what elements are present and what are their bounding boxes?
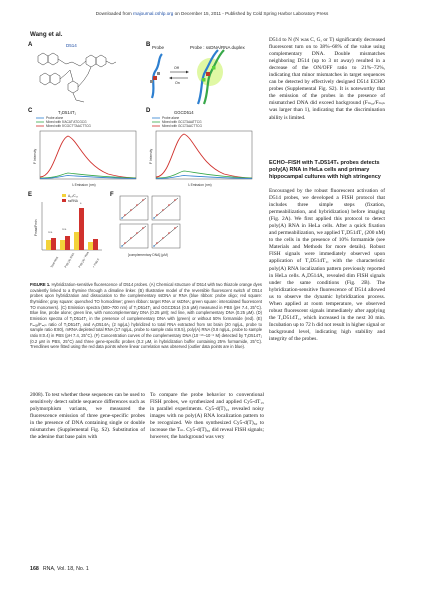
- caption-text: Hybridization-sensitive fluorescence of D514 probes. (A) Chemical structure of D514 with two thiazole orange dyes covalently linked to a thymine through a dimaline linker. (B) Illustrative model of the reversible fluorescent switch of D514 probes upon hybridization and dissociation to the complementary ssDNA or RNA (blue ribbon: probe oligo; red square: thymidine; gray square: quenched TO homodimer; green ribbon: target RNA or ssDNA; green square: intercalated fluorescent TO monomers). (C) Emission spectra (500–700 nm) of T₁D514T₁ and GGCD514 (0.5 μM) measured in PBS (pH 7.4, 25°C). Blue line, probe alone; green line, with noncomplementary DNA (0.25 μM); red line, with complementary DNA (0.25 μM). (D) Emission spectra of T₁D514T₁ in the presence of complementary DNA with (green) or without 50% formamide (red). (E) Fₘₐₓ/Fₘᵢₙ ratio of T₁D514T₁ and A₁D514A₁ (2 ng/μL) hybridized to total RNA extracted from rat brain (20 ng/μL, probe to sample ratio 8:80), mRNA depleted total RNA (17 ng/μL, probe to sample ratio 8:8.5), poly(A) RNA (0.8 ng/μL, probe to sample ratio 8:0.4) in PBS (pH 7.4, 25°C). (F) Concentration curves of the complementary DNA (10⁻¹⁰–10⁻⁶ M) detected by T₁D514T₁ (0.2 μM in PBS, 25°C) and three gene-specific probes (0.2 μM, in hybridization buffer containing 25% formamide, 25°C). Trendlines were fitted using the red data points where linear correlation was observed (outlier data points are in blue).: [30, 282, 262, 350]
- panel-c-title: T₁D514T₁: [58, 110, 76, 115]
- figure-1-graphic: [28, 36, 264, 276]
- panel-e-ns-2: n.s.: [62, 227, 67, 231]
- panel-f-xlabel: [complementary DNA] (μM): [128, 253, 169, 257]
- journal-link[interactable]: rnajournal.cshlp.org: [133, 11, 174, 16]
- probe-strand-off: [150, 54, 162, 98]
- panel-label-b: B: [146, 42, 151, 48]
- panel-label-f: F: [110, 192, 114, 198]
- panel-e-star: *: [80, 201, 82, 206]
- legend-d-1: Mixed with GCCTAAATTCG: [162, 120, 202, 125]
- figure-caption: [30, 282, 262, 350]
- body-text-right-top: D514 to N (N was C, G, or T) significantly decreased fluorescent turn on to 38%–68% of the value using complementary DNA. Double mismatches neighboring D514 (up to 3 nt away) resulted in a decrease of the ON/OFF ratio to 21%–72%, indicating that minor mismatches in target sequences can be detected by effectively designed D514 ECHO probes (Supplemental Fig. S2). It is noteworthy that the emission of the probes in the presence of mismatched DNA did exceed background (Fₘₐₓ/Fₘᵢₙ was larger than 1), indicating that the discrimination ability is limited.: [269, 37, 385, 121]
- panel-e-ylabel: Fmax/Fmin: [34, 219, 38, 236]
- panel-e-cat-4: + Poly A: [91, 257, 101, 269]
- panel-e-ns-1: n.s.: [48, 230, 53, 234]
- download-banner: Downloaded from rnajournal.cshlp.org on December 15, 2011 - Published by Cold Spring Harbor Laboratory Press: [95, 11, 329, 16]
- panel-f-plots: [120, 196, 180, 257]
- panel-e-plot: [34, 201, 102, 269]
- page-footer: [30, 566, 89, 572]
- legend-d-probe: Probe alone: [162, 116, 180, 121]
- panel-e-cat-1: Total RNA: [49, 255, 60, 269]
- duplex-strand-on: [197, 50, 224, 104]
- body-text-right: Encouraged by the robust fluorescent activation of D514 probes, we developed a FISH protocol that includes three simple steps (fixation, permeabilization, and hybridization) before imaging (Fig. 2A). We first applied this protocol to detect poly(A) RNA in HeLa cells. After a quick fixation and permeabilization, we applied T₁D514T₁ (200 nM) to the cells in the presence of 10% formamide (see Materials and Methods for more details). Robust FISH signals were immediately observed upon application of T₁D514T₁, with the characteristic poly(A) RNA localization pattern previously reported in HeLa cells. A₁D514A₁ revealed dim FISH signals under the same conditions (Fig. 2B). The hybridization-sensitive fluorescence of D514 allowed us to observe the dynamic hybridization process. When applied at room temperature, we observed robust fluorescent signals immediately after applying the T₁D514T₁, which increased in the next 30 min. Incubation up to 72 h did not result in higher signal or background level, indicating high stability and integrity of the probes.: [269, 188, 385, 342]
- switch-on-label: On: [175, 81, 180, 85]
- bar-e-2b: [65, 236, 70, 250]
- panel-c-legend: [36, 116, 91, 128]
- page-number: 168: [30, 566, 39, 572]
- panel-e-legend: [62, 194, 79, 203]
- section-heading: ECHO–FISH with T₁D514T₁ probes detects poly(A) RNA in HeLa cells and primary hippocampal cultures with high stringency: [269, 160, 381, 181]
- panel-d-title: GGCD514: [174, 110, 194, 115]
- panel-a-title: D514: [66, 43, 77, 48]
- bar-e-3a: [74, 232, 79, 250]
- caption-label: FIGURE 1.: [30, 282, 51, 287]
- legend-d-2: Mixed with GCCTAACTTCG: [162, 124, 202, 129]
- panel-e-cat-3: Poly (A)⁺ RNA: [77, 250, 90, 269]
- chemical-structure: [38, 53, 116, 102]
- panel-d-xlabel: λ Emission (nm): [188, 183, 212, 187]
- panel-label-d: D: [146, 108, 151, 114]
- legend-c-noncomp: Mixed with 5'ACAT'ATCGCG: [46, 120, 87, 125]
- bar-e-4b: [93, 239, 98, 250]
- panel-b-probe-label: Probe: [152, 45, 165, 50]
- panel-e-cat-2: Poly (A) RNA: [63, 252, 76, 269]
- switch-off-label: Off: [174, 66, 179, 70]
- switch-arrows: [169, 66, 189, 85]
- panel-label-c: C: [28, 108, 33, 114]
- legend-c-comp: Mixed with 5'CGCT'TAACTTCG: [46, 124, 91, 129]
- panel-label-e: E: [28, 192, 33, 198]
- bar-e-1a: [46, 240, 51, 250]
- journal-citation: RNA, Vol. 18, No. 1: [42, 566, 89, 572]
- bar-e-1b: [51, 238, 56, 250]
- legend-e-2: ssRNA: [68, 199, 78, 203]
- body-text-left: 2008). To test whether these sequences can be used to sensitively detect subtle sequence differences such as polymorphism variants, we measured the fluorescence emission of three gene-specific probes in the presence of DNA containing single or double mismatches (Supplemental Fig. S2). Substitution of the adenine that base pairs with: [30, 392, 145, 441]
- panel-label-a: A: [28, 42, 33, 48]
- figure-1: [28, 36, 264, 276]
- panel-c-plot: [33, 131, 136, 187]
- running-head: Wang et al.: [30, 31, 63, 38]
- body-text-middle: To compare the probe behavior to conventional FISH probes, we synthesized and applied Cy5-dT₁₅ in parallel experiments. Cy5-d(T)₁₅ revealed noisy images with no poly(A) RNA localization pattern to be recognized. We then synthesized Cy5-d(T)₅₀ to increase the Tₘ. Cy5-d(T)₅₀ did reveal FISH signals; however, the background was very: [150, 392, 264, 441]
- panel-c-ylabel: F Intensity: [33, 148, 37, 164]
- panel-d-ylabel: F Intensity: [149, 148, 153, 164]
- panel-d-legend: [152, 116, 202, 128]
- panel-b-duplex-label: Probe : ssDNA/RNA duplex: [190, 45, 245, 50]
- legend-e-1: A₁₀/C₁₀: [68, 194, 79, 198]
- bar-e-2a: [60, 240, 65, 250]
- panel-d-plot: [149, 131, 252, 187]
- legend-c-probe: Probe alone: [46, 116, 64, 121]
- panel-c-xlabel: λ Emission (nm): [72, 183, 96, 187]
- bar-e-3b: [79, 208, 84, 250]
- bar-e-4a: [88, 242, 93, 250]
